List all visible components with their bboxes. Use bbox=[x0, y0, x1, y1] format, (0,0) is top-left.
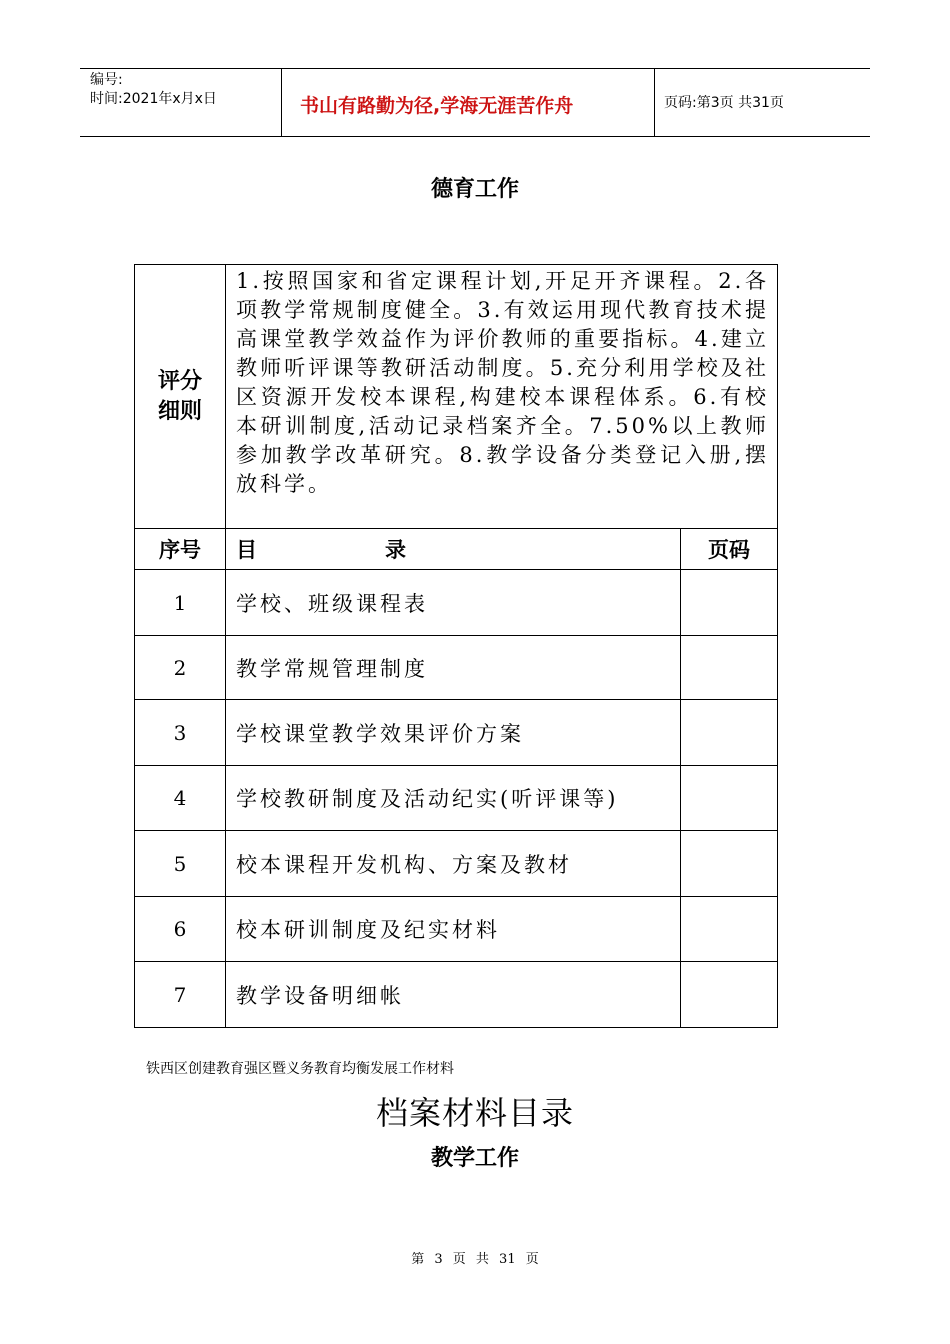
header-bottom-border bbox=[80, 136, 870, 137]
row-number: 3 bbox=[135, 700, 226, 766]
criteria-label-line2: 细则 bbox=[157, 398, 202, 424]
row-page bbox=[681, 636, 778, 700]
header-no: 序号 bbox=[135, 529, 226, 570]
table-row bbox=[135, 766, 778, 831]
row-title: 学校、班级课程表 bbox=[226, 570, 681, 636]
row-title: 教学设备明细帐 bbox=[226, 962, 681, 1028]
row-page bbox=[681, 897, 778, 962]
row-title: 学校教研制度及活动纪实(听评课等) bbox=[226, 766, 681, 831]
footer-note: 铁西区创建教育强区暨义务教育均衡发展工作材料 bbox=[146, 1061, 454, 1077]
row-number: 7 bbox=[135, 962, 226, 1028]
row-page bbox=[681, 700, 778, 766]
row-title: 学校课堂教学效果评价方案 bbox=[226, 700, 681, 766]
row-page bbox=[681, 831, 778, 897]
header-number-label: 编号: bbox=[90, 72, 123, 88]
criteria-label-line1: 评分 bbox=[157, 368, 202, 394]
header-title-right: 录 bbox=[385, 538, 406, 562]
table-row bbox=[135, 831, 778, 897]
archive-subtitle: 教学工作 bbox=[430, 1146, 519, 1171]
header-page-info: 页码:第3页 共31页 bbox=[664, 95, 784, 111]
row-number: 5 bbox=[135, 831, 226, 897]
row-page bbox=[681, 766, 778, 831]
table-row bbox=[135, 636, 778, 700]
header-page: 页码 bbox=[681, 529, 778, 570]
row-number: 6 bbox=[135, 897, 226, 962]
archive-title: 档案材料目录 bbox=[375, 1094, 574, 1132]
catalog-table bbox=[134, 264, 778, 1028]
table-row bbox=[135, 962, 778, 1028]
header-top-border bbox=[80, 68, 870, 69]
row-title: 教学常规管理制度 bbox=[226, 636, 681, 700]
table-header-row bbox=[135, 529, 778, 570]
header-title-left: 目 bbox=[236, 538, 257, 562]
page-footer: 第 3 页 共 31 页 bbox=[411, 1252, 539, 1267]
header-time-label: 时间:2021年x月x日 bbox=[90, 91, 217, 107]
row-page bbox=[681, 570, 778, 636]
header-divider-right bbox=[654, 68, 655, 136]
table-row bbox=[135, 570, 778, 636]
row-title: 校本研训制度及纪实材料 bbox=[226, 897, 681, 962]
header-divider-left bbox=[281, 68, 282, 136]
header-motto: 书山有路勤为径,学海无涯苦作舟 bbox=[300, 95, 574, 117]
row-number: 4 bbox=[135, 766, 226, 831]
header-title bbox=[226, 529, 681, 570]
criteria-row bbox=[135, 265, 778, 529]
row-title: 校本课程开发机构、方案及教材 bbox=[226, 831, 681, 897]
row-page bbox=[681, 962, 778, 1028]
table-row bbox=[135, 897, 778, 962]
row-number: 2 bbox=[135, 636, 226, 700]
criteria-text: 1.按照国家和省定课程计划,开足开齐课程。2.各项教学常规制度健全。3.有效运用现代教育技术提高课堂教学效益作为评价教师的重要指标。4.建立教师听评课等教研活动制度。5.充分利用学校及社区资源开发校本课程,构建校本课程体系。6.有校本研训制度,活动记录档案齐全。7.50%以上教师参加教学改革研究。8.教学设备分类登记入册,摆放科学。 bbox=[226, 265, 778, 529]
section-title: 德育工作 bbox=[430, 177, 519, 202]
table-row bbox=[135, 700, 778, 766]
criteria-label-cell bbox=[135, 265, 226, 529]
row-number: 1 bbox=[135, 570, 226, 636]
